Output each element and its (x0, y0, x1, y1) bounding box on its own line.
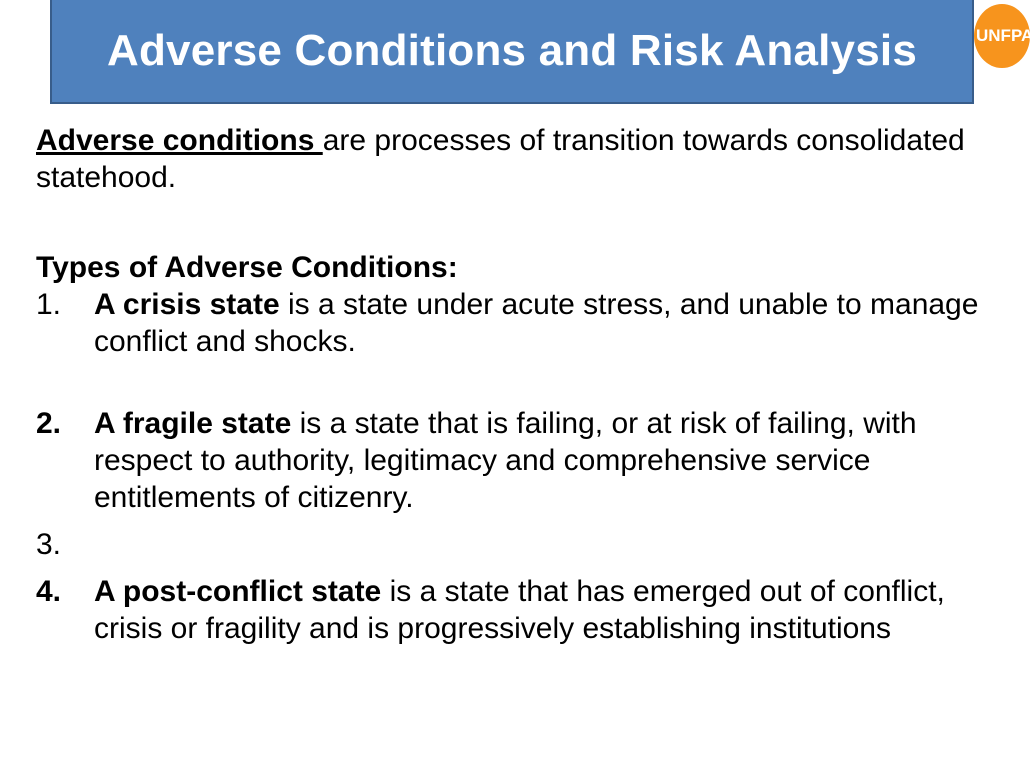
list-number-2: 2. (36, 407, 62, 440)
intro-term: Adverse conditions (36, 124, 323, 157)
list-item-4 (36, 573, 986, 647)
list-text-4 (94, 573, 986, 647)
list-text-1 (94, 286, 986, 360)
list-rest-4: is a state that has emerged out of conflict, crisis or fragility and is progressively establishing institutions (94, 575, 945, 645)
list-number-4: 4. (36, 575, 62, 608)
list-item-3 (36, 526, 986, 563)
logo-text: UNFPA (976, 26, 1033, 45)
slide-title: Adverse Conditions and Risk Analysis (106, 26, 917, 75)
list-term-1: A crisis state (94, 288, 280, 321)
types-heading: Types of Adverse Conditions: (36, 251, 458, 284)
list-rest-1: is a state under acute stress, and unable to manage conflict and shocks. (94, 288, 979, 358)
title-bar (50, 0, 974, 104)
intro-rest: are processes of transition towards consolidated statehood. (36, 124, 965, 194)
list-term-2: A fragile state (94, 407, 292, 440)
list-number-1: 1. (36, 288, 62, 321)
slide-body (36, 122, 986, 647)
list-rest-2: is a state that is failing, or at risk of failing, with respect to authority, legitimacy and comprehensive service entitlements of citizenry. (94, 407, 917, 514)
list-text-2 (94, 405, 986, 516)
list-item-2 (36, 405, 986, 516)
list-term-4: A post-conflict state (94, 575, 382, 608)
intro-paragraph (36, 122, 986, 196)
list-number-3: 3. (36, 528, 62, 561)
list-item-1 (36, 286, 986, 360)
unfpa-logo (974, 4, 1033, 68)
